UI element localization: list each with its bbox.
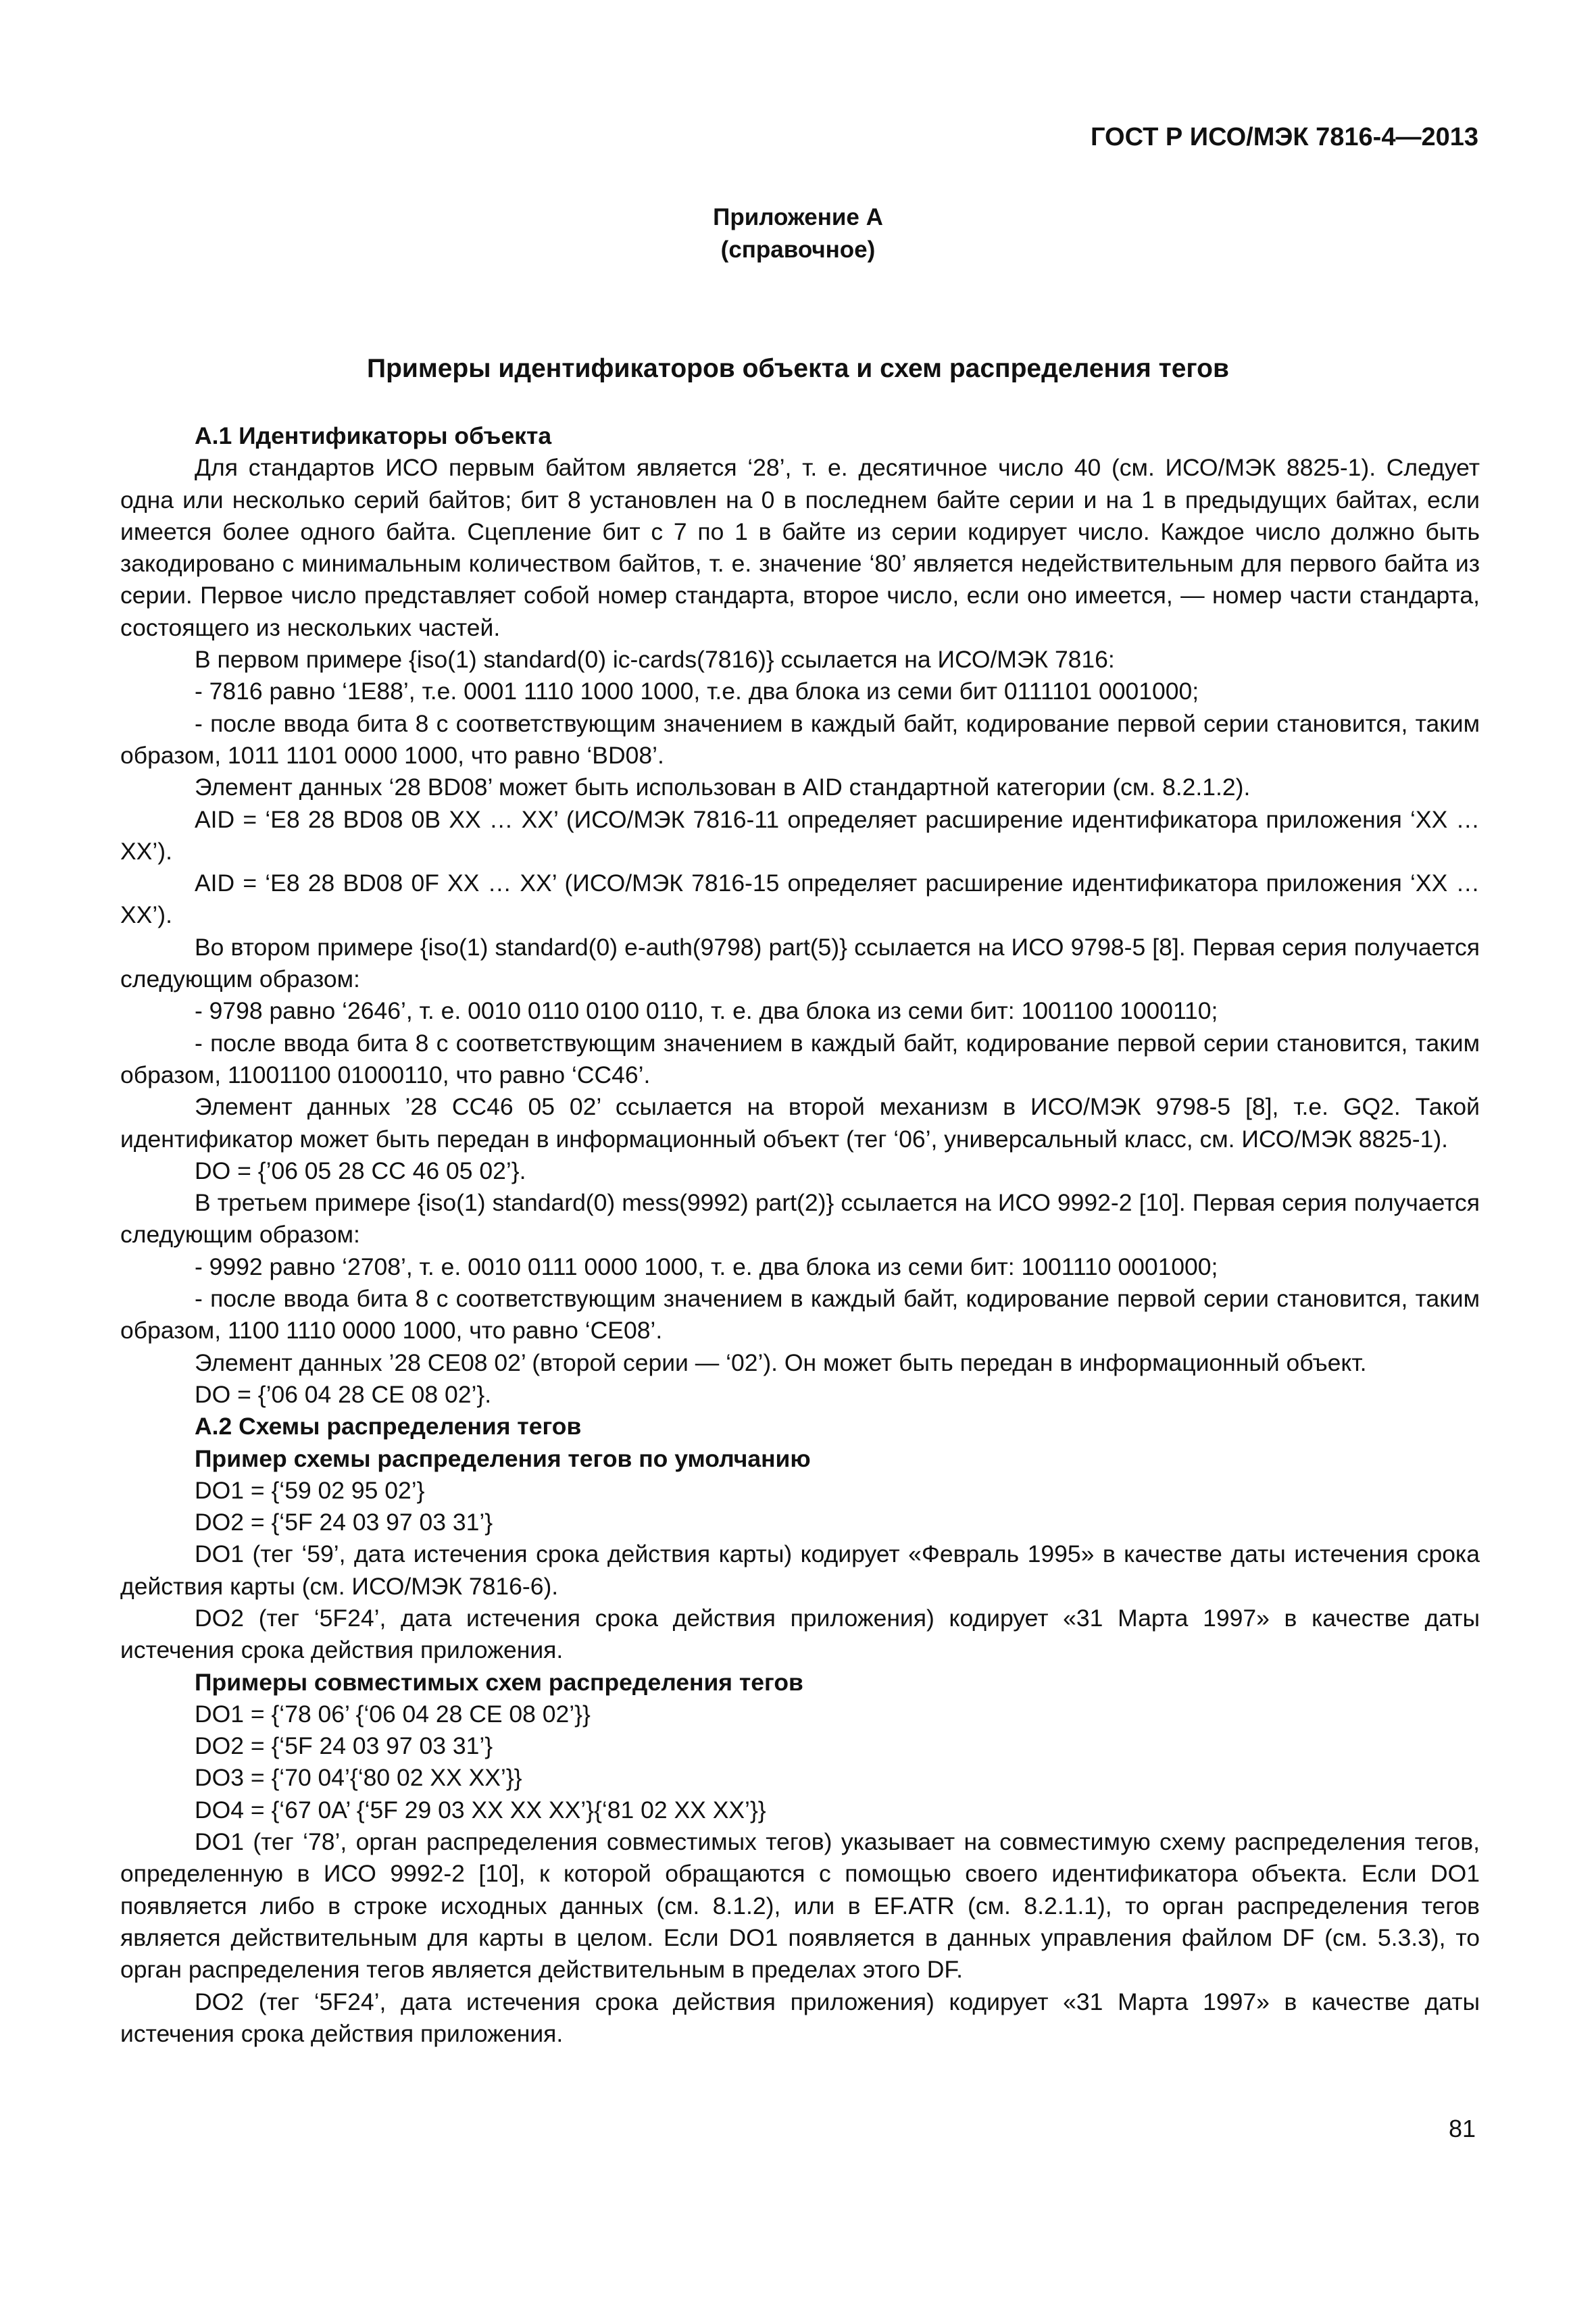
paragraph: DO = {’06 05 28 CC 46 05 02’}. xyxy=(195,1157,526,1184)
paragraph: DO3 = {‘70 04’{‘80 02 XX XX’}} xyxy=(195,1764,522,1792)
paragraph: DO2 (тег ‘5F24’, дата истечения срока действия приложения) кодирует «31 Марта 1997» в качестве даты истечения срока действия приложения. xyxy=(120,1604,1480,1664)
paragraph: Для стандартов ИСО первым байтом является ‘28’, т. е. десятичное число 40 (см. ИСО/МЭК 8825-1). Следует одна или несколько серий байтов; бит 8 установлен на 0 в последнем байте серии и на 1 в предыдущих байтах, если имеется более одного байта. Сцепление бит с 7 по 1 в байте из серии кодирует число. Каждое число должно быть закодировано с минимальным количеством байтов, т. е. значение ‘80’ является недействительным для первого байта из серии. Первое число представляет собой номер стандарта, второе число, если оно имеется, — номер части стандарта, состоящего из нескольких частей. xyxy=(120,454,1480,641)
paragraph: Элемент данных ’28 CC46 05 02’ ссылается на второй механизм в ИСО/МЭК 9798-5 [8], т.е. GQ2. Такой идентификатор может быть передан в информационный объект (тег ‘06’, универсальный класс, см. ИСО/МЭК 8825-1). xyxy=(120,1093,1480,1153)
page-title: Примеры идентификаторов объекта и схем распределения тегов xyxy=(367,354,1229,383)
paragraph: - после ввода бита 8 с соответствующим значением в каждый байт, кодирование первой серии становится, таким образом, 1100 1110 0000 1000, что равно ‘CE08’. xyxy=(120,1285,1480,1344)
paragraph: DO4 = {‘67 0A’ {‘5F 29 03 XX XX XX’}{‘81 02 XX XX’}} xyxy=(195,1796,766,1823)
appendix-heading xyxy=(0,201,1596,266)
paragraph: DO2 = {‘5F 24 03 97 03 31’} xyxy=(195,1509,493,1536)
paragraph: DO1 (тег ‘78’, орган распределения совместимых тегов) указывает на совместимую схему распределения тегов, определенную в ИСО 9992-2 [10], к которой обращаются с помощью своего идентификатора объекта. Если DO1 появляется либо в строке исходных данных (см. 8.1.2), или в EF.ATR (см. 8.2.1.1), то орган распределения тегов является действительным для карты в целом. Если DO1 появляется в данных управления файлом DF (см. 5.3.3), то орган распределения тегов является действительным в пределах этого DF. xyxy=(120,1828,1480,1984)
paragraph: - 9798 равно ‘2646’, т. е. 0010 0110 0100 0110, т. е. два блока из семи бит: 1001100 1000110; xyxy=(195,997,1218,1025)
appendix-label: Приложение А xyxy=(713,204,883,230)
paragraph: - после ввода бита 8 с соответствующим значением в каждый байт, кодирование первой серии становится, таким образом, 1011 1101 0000 1000, что равно ‘BD08’. xyxy=(120,709,1480,769)
document-code-header: ГОСТ Р ИСО/МЭК 7816-4—2013 xyxy=(1091,123,1478,151)
paragraph: - после ввода бита 8 с соответствующим значением в каждый байт, кодирование первой серии становится, таким образом, 11001100 01000110, что равно ‘CC46’. xyxy=(120,1029,1480,1088)
section-heading: Примеры совместимых схем распределения тегов xyxy=(195,1668,803,1696)
section-heading: А.2 Схемы распределения тегов xyxy=(195,1413,582,1440)
body-text xyxy=(120,420,1480,2050)
page-number: 81 xyxy=(1448,2115,1476,2142)
paragraph: - 9992 равно ‘2708’, т. е. 0010 0111 0000 1000, т. е. два блока из семи бит: 1001110 0001000; xyxy=(195,1253,1218,1280)
paragraph: Во втором примере {iso(1) standard(0) e-auth(9798) part(5)} ссылается на ИСО 9798-5 [8]. Первая серия получается следующим образом: xyxy=(120,933,1480,993)
paragraph: - 7816 равно ‘1E88’, т.е. 0001 1110 1000 1000, т.е. два блока из семи бит 0111101 0001000; xyxy=(195,678,1199,705)
appendix-type: (справочное) xyxy=(720,236,876,263)
paragraph: DO1 (тег ‘59’, дата истечения срока действия карты) кодирует «Февраль 1995» в качестве даты истечения срока действия карты (см. ИСО/МЭК 7816-6). xyxy=(120,1540,1480,1600)
section-heading: Пример схемы распределения тегов по умолчанию xyxy=(195,1444,811,1472)
section-heading: А.1 Идентификаторы объекта xyxy=(195,422,552,449)
paragraph: DO2 (тег ‘5F24’, дата истечения срока действия приложения) кодирует «31 Марта 1997» в качестве даты истечения срока действия приложения. xyxy=(120,1988,1480,2047)
paragraph: В третьем примере {iso(1) standard(0) mess(9992) part(2)} ссылается на ИСО 9992-2 [10]. Первая серия получается следующим образом: xyxy=(120,1189,1480,1249)
paragraph: Элемент данных ‘28 BD08’ может быть использован в AID стандартной категории (см. 8.2.1.2). xyxy=(195,774,1251,801)
paragraph: DO1 = {‘78 06’ {‘06 04 28 CE 08 02’}} xyxy=(195,1700,591,1728)
paragraph: DO2 = {‘5F 24 03 97 03 31’} xyxy=(195,1732,493,1760)
paragraph: AID = ‘E8 28 BD08 0B XX … XX’ (ИСО/МЭК 7816-11 определяет расширение идентификатора приложения ‘XX … XX’). xyxy=(120,805,1480,865)
paragraph: DO1 = {‘59 02 95 02’} xyxy=(195,1476,425,1504)
paragraph: AID = ‘E8 28 BD08 0F XX … XX’ (ИСО/МЭК 7816-15 определяет расширение идентификатора приложения ‘XX … XX’). xyxy=(120,870,1480,929)
paragraph: В первом примере {iso(1) standard(0) ic-cards(7816)} ссылается на ИСО/МЭК 7816: xyxy=(195,646,1115,674)
paragraph: Элемент данных ’28 CE08 02’ (второй серии — ‘02’). Он может быть передан в информационный объект. xyxy=(195,1349,1367,1376)
paragraph: DO = {’06 04 28 CE 08 02’}. xyxy=(195,1380,492,1408)
